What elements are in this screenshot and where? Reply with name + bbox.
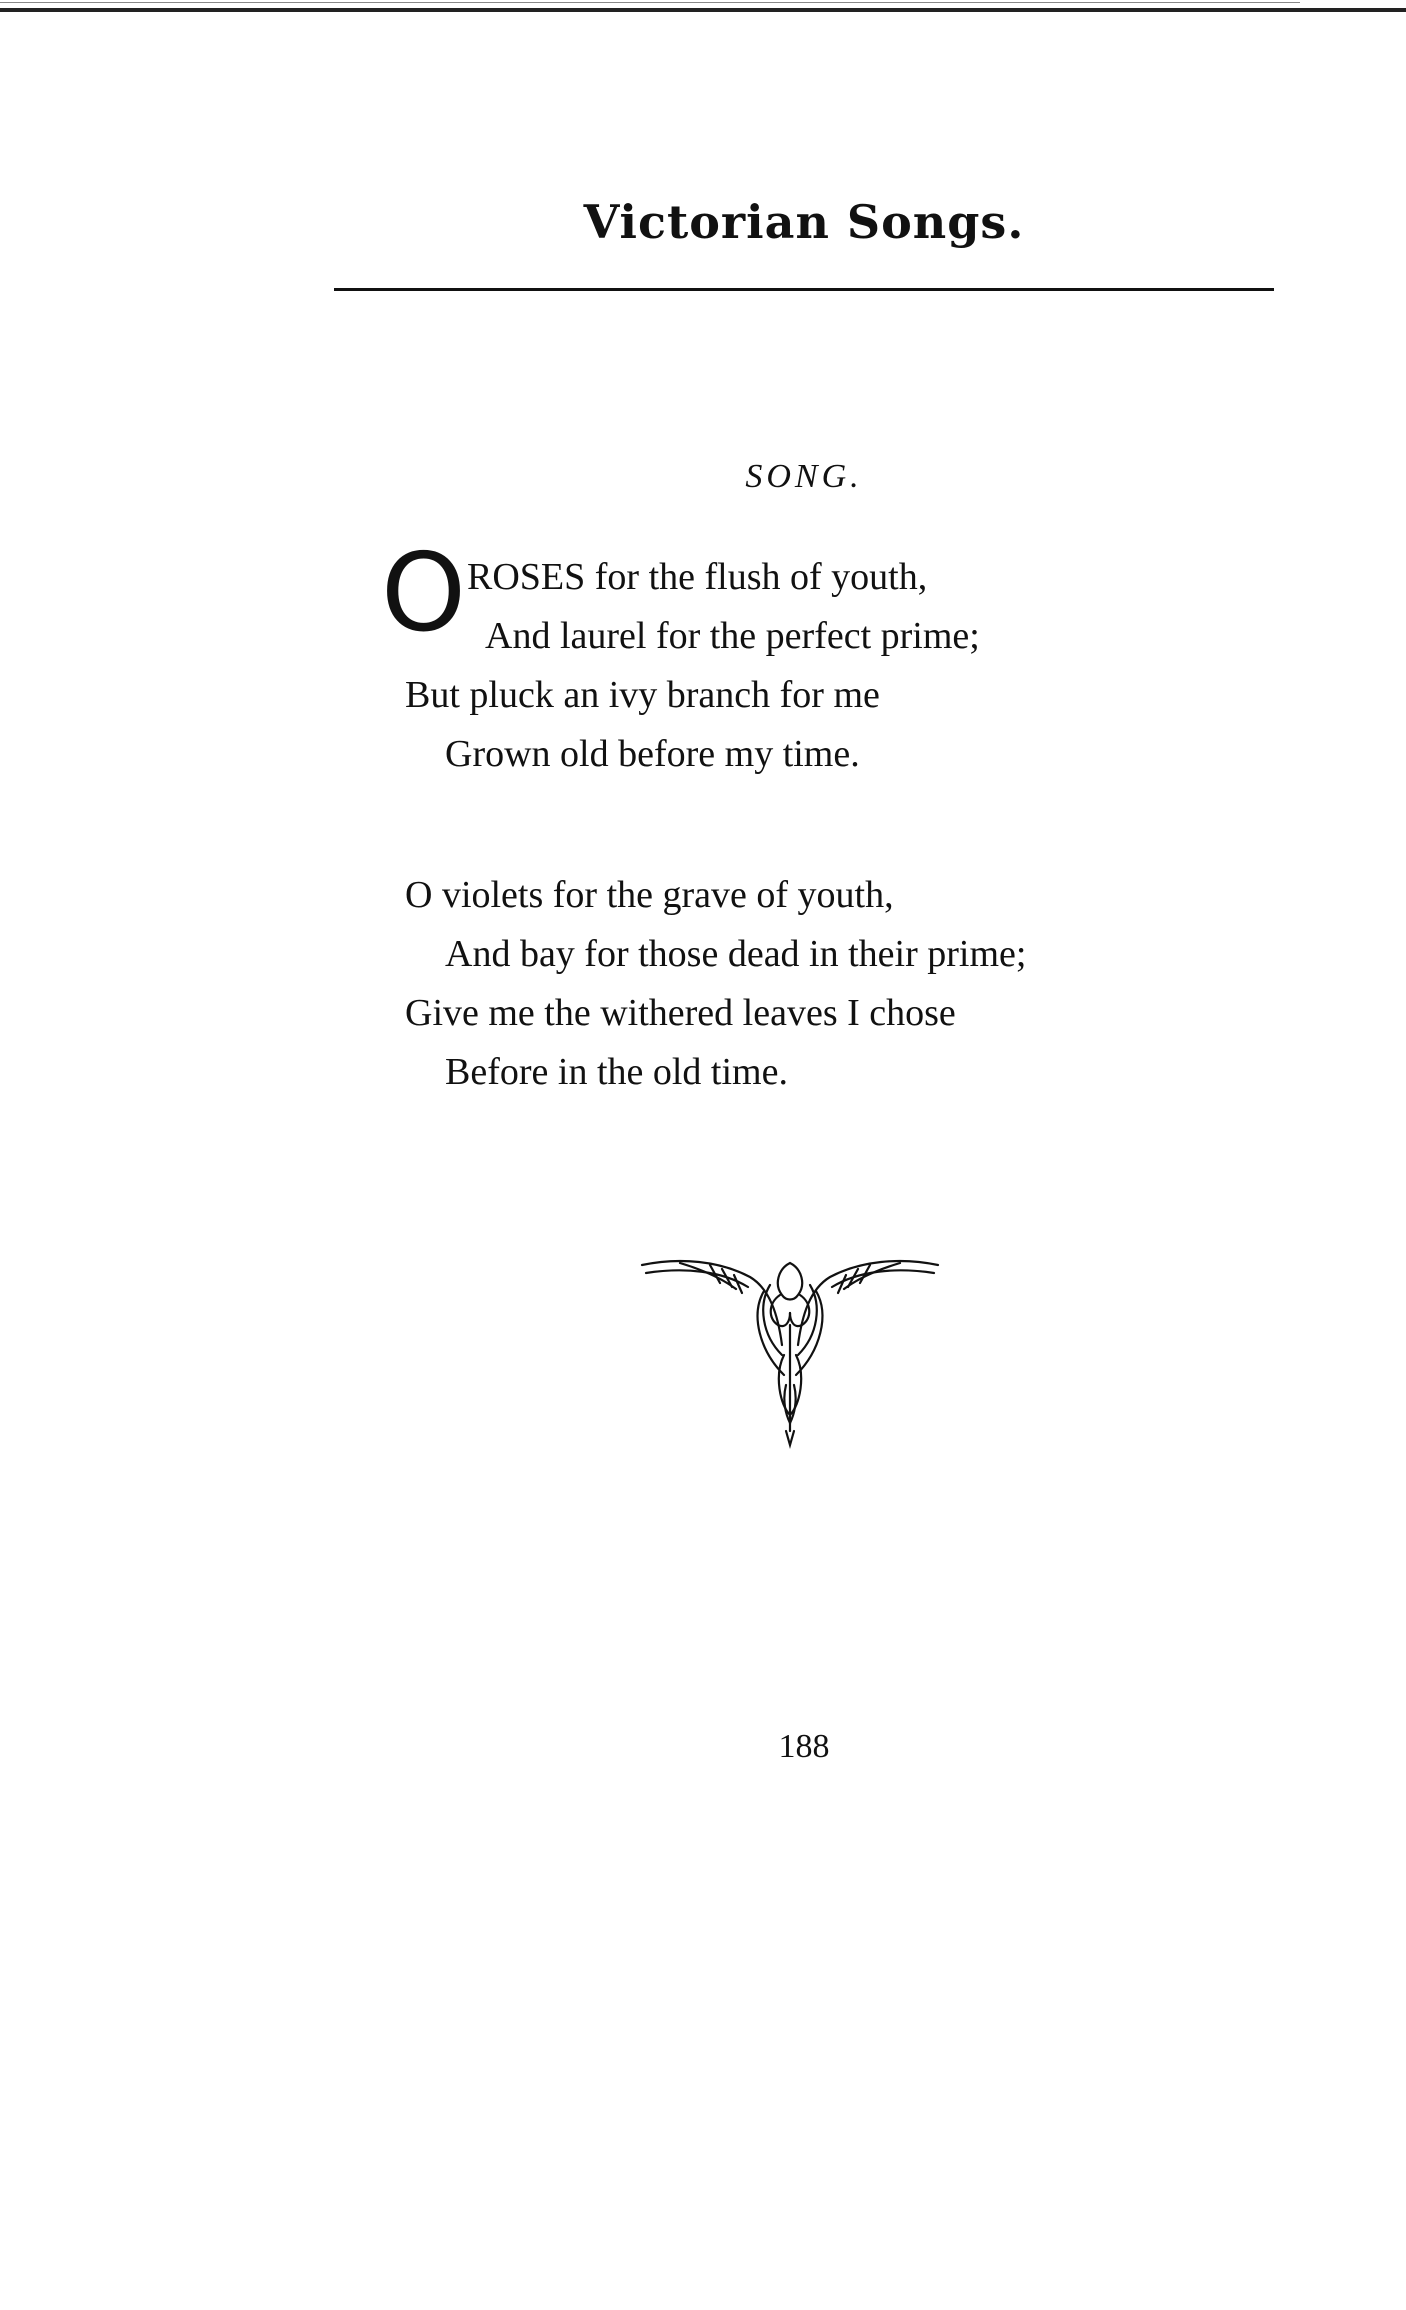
poem-line: O violets for the grave of youth, — [405, 874, 894, 916]
stanza-1 — [381, 531, 1305, 784]
page-number: 188 — [778, 1728, 830, 1765]
poem-line: But pluck an ivy branch for me — [405, 674, 880, 716]
stanza-2 — [405, 866, 1305, 1102]
poem-line: And bay for those dead in their prime; — [445, 933, 1027, 975]
poem-line: ROSES for the flush of youth, — [467, 556, 928, 598]
running-head-rule — [334, 288, 1274, 291]
top-edge-rule — [0, 8, 1406, 12]
poem-line: Grown old before my time. — [445, 733, 860, 775]
floral-ornament-icon — [640, 1255, 940, 1455]
drop-cap: O — [381, 531, 467, 656]
poem-line: Before in the old time. — [445, 1051, 788, 1093]
poem — [381, 531, 1305, 1102]
running-head: Victorian Songs. — [583, 195, 1025, 249]
poem-line: And laurel for the perfect prime; — [485, 615, 980, 657]
song-title: SONG. — [745, 458, 863, 495]
poem-line: Give me the withered leaves I chose — [405, 992, 956, 1034]
top-edge-rule-thin — [0, 2, 1300, 3]
